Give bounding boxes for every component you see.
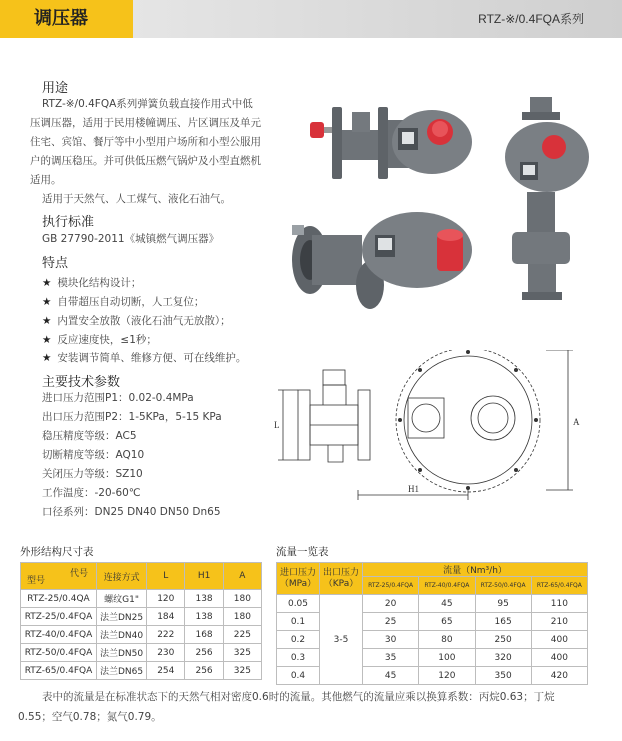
- dim-table-caption: 外形结构尺寸表: [20, 546, 94, 558]
- table-row: RTZ-40/0.4FQA 法兰DN40 222 168 225: [21, 626, 262, 644]
- usage-line-2: 压调压器，适用于民用楼幢调压、片区调压及单元: [30, 117, 261, 129]
- flow-header-model: RTZ-25/0.4FQA: [363, 577, 419, 595]
- flow-header-in: 进口压力（MPa）: [277, 563, 320, 595]
- param-item: 出口压力范围P2：1-5KPa，5-15 KPa: [42, 411, 222, 423]
- standard-text: GB 27790-2011《城镇燃气调压器》: [42, 233, 220, 245]
- table-row: 0.05 3-5 20 45 95 110: [277, 595, 588, 613]
- table-row: 0.4 45 120 350 420: [277, 667, 588, 685]
- dim-label-l: L: [274, 420, 280, 430]
- param-item: 切断精度等级：AQ10: [42, 449, 145, 461]
- dim-header-conn: 连接方式: [97, 563, 147, 590]
- usage-line-3: 住宅、宾馆、餐厅等中小型用户场所和小型公服用: [30, 136, 261, 148]
- table-row: 0.3 35 100 320 400: [277, 649, 588, 667]
- regulator-photo-horizontal: [290, 92, 480, 192]
- usage-gas: 适用于天然气、人工煤气、液化石油气。: [42, 193, 231, 205]
- param-item: 进口压力范围P1：0.02-0.4MPa: [42, 392, 194, 404]
- flow-table: [276, 562, 588, 685]
- param-item: 口径系列：DN25 DN40 DN50 Dn65: [42, 506, 221, 518]
- flow-out-value: 3-5: [320, 595, 363, 685]
- table-row: RTZ-25/0.4QA 螺纹G1" 120 138 180: [21, 590, 262, 608]
- feature-item: ★ 反应速度快，≤1秒；: [42, 334, 157, 346]
- flow-header-model: RTZ-50/0.4FQA: [475, 577, 531, 595]
- table-row: 0.2 30 80 250 400: [277, 631, 588, 649]
- usage-line-1: RTZ-※/0.4FQA系列弹簧负载直接作用式中低: [42, 98, 253, 110]
- page-title: 调压器: [0, 0, 133, 38]
- dim-table: [20, 562, 262, 680]
- param-item: 工作温度：-20-60℃: [42, 487, 141, 499]
- table-row: RTZ-25/0.4FQA 法兰DN25 184 138 180: [21, 608, 262, 626]
- flow-header-flow: 流量（Nm³/h）: [363, 563, 588, 577]
- params-heading: 主要技术参数: [42, 375, 121, 390]
- dimension-drawing: [268, 350, 588, 510]
- regulator-photo-angled: [282, 205, 482, 315]
- table-row: 0.1 25 65 165 210: [277, 613, 588, 631]
- dim-header-a: A: [223, 563, 261, 590]
- dim-header-h1: H1: [185, 563, 223, 590]
- flow-header-out: 出口压力（KPa）: [320, 563, 363, 595]
- regulator-photo-vertical: [492, 92, 592, 307]
- usage-heading: 用途: [42, 81, 69, 96]
- feature-item: ★ 自带超压自动切断，人工复位；: [42, 296, 205, 308]
- flow-header-model: RTZ-40/0.4FQA: [419, 577, 475, 595]
- flow-table-caption: 流量一览表: [276, 546, 329, 558]
- table-row: RTZ-50/0.4FQA 法兰DN50 230 256 325: [21, 644, 262, 662]
- dim-header-model-code: 代号 型号: [21, 563, 97, 590]
- dim-label-h1: H1: [408, 484, 419, 494]
- note-line-1: 表中的流量是在标准状态下的天然气相对密度0.6时的流量。其他燃气的流量应乘以换算系数：丙烷0.63；丁烷: [42, 691, 555, 703]
- series-label: RTZ-※/0.4FQA系列: [478, 12, 584, 26]
- table-row: RTZ-65/0.4FQA 法兰DN65 254 256 325: [21, 662, 262, 680]
- param-item: 关闭压力等级：SZ10: [42, 468, 143, 480]
- standard-heading: 执行标准: [42, 215, 95, 230]
- usage-line-4: 户的调压稳压。并可供低压燃气锅炉及小型直燃机: [30, 155, 261, 167]
- usage-line-5: 适用。: [30, 174, 62, 186]
- flow-header-model: RTZ-65/0.4FQA: [531, 577, 587, 595]
- dim-label-a: A: [573, 417, 580, 427]
- note-line-2: 0.55；空气0.78；氮气0.79。: [18, 711, 162, 723]
- feature-item: ★ 内置安全放散（液化石油气无放散）；: [42, 315, 231, 327]
- dim-header-l: L: [147, 563, 185, 590]
- param-item: 稳压精度等级：AC5: [42, 430, 137, 442]
- feature-item: ★ 模块化结构设计；: [42, 277, 142, 289]
- features-heading: 特点: [42, 256, 69, 271]
- page-header: [0, 0, 622, 38]
- feature-item: ★ 安装调节简单、维修方便、可在线维护。: [42, 352, 247, 364]
